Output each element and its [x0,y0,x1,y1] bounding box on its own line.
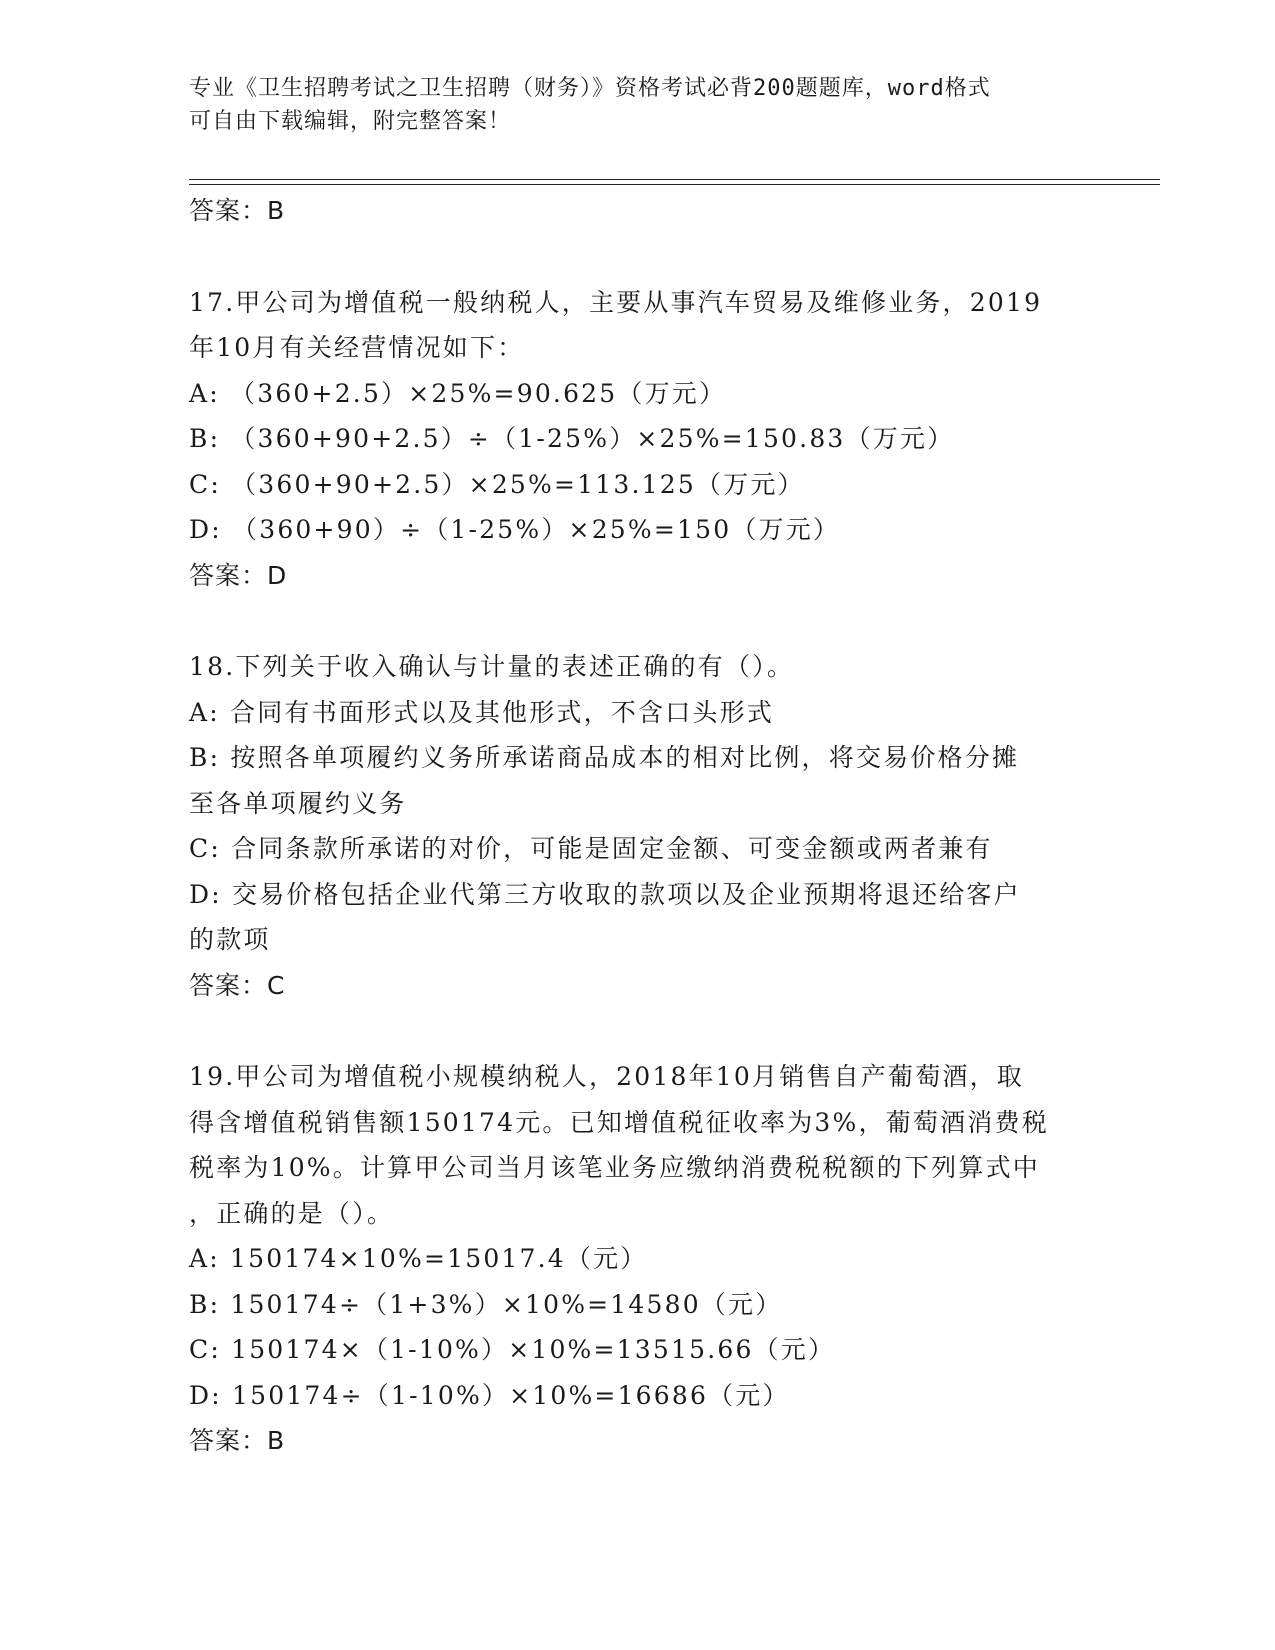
question-17 [189,280,1089,599]
header-line-2: 可自由下载编辑，附完整答案！ [189,109,512,134]
option-b: B: （360+90+2.5）÷（1-25%）×25%=150.83（万元） [189,424,955,453]
question-stem-line: 18.下列关于收入确认与计量的表述正确的有（）。 [189,652,795,681]
page-header [189,72,1089,138]
option-a: A: 合同有书面形式以及其他形式，不含口头形式 [189,697,775,727]
question-content [189,188,1089,1464]
header-rule-top [189,179,1160,180]
option-a: A: 150174×10%=15017.4（元） [189,1244,648,1273]
header-line-1: 专业《卫生招聘考试之卫生招聘（财务）》资格考试必背200题题库，word格式 [189,76,991,101]
option-c: C: 合同条款所承诺的对价，可能是固定金额、可变金额或两者兼有 [189,834,993,863]
question-stem-line: 19.甲公司为增值税小规模纳税人，2018年10月销售自产葡萄酒，取 [189,1062,1024,1091]
question-stem-line: 得含增值税销售额150174元。已知增值税征收率为3%，葡萄酒消费税 [189,1107,1049,1137]
option-b: B: 150174÷（1+3%）×10%=14580（元） [189,1289,783,1319]
spacer [189,598,1089,644]
question-stem-line: ，正确的是（）。 [189,1198,395,1228]
answer: 答案：C [189,970,286,1000]
spacer [189,1008,1089,1054]
question-19 [189,1054,1089,1464]
question-stem-line: 税率为10%。计算甲公司当月该笔业务应缴纳消费税税额的下列算式中 [189,1153,1040,1182]
header-rule-bottom [189,184,1160,185]
previous-answer: 答案：B [189,196,286,225]
answer: 答案：B [189,1426,286,1455]
question-stem-line: 17.甲公司为增值税一般纳税人，主要从事汽车贸易及维修业务，2019 [189,287,1043,317]
option-d: D: （360+90）÷（1-25%）×25%=150（万元） [189,515,841,544]
option-b: B: 按照各单项履约义务所承诺商品成本的相对比例，将交易价格分摊 [189,743,1020,772]
question-stem-line: 年10月有关经营情况如下： [189,333,525,362]
option-c: C: 150174×（1-10%）×10%=13515.66（元） [189,1335,836,1364]
option-d-continued: 的款项 [189,925,271,954]
option-c: C: （360+90+2.5）×25%=113.125（万元） [189,469,805,499]
question-18 [189,644,1089,1008]
answer: 答案：D [189,560,288,590]
option-d: D: 150174÷（1-10%）×10%=16686（元） [189,1380,790,1410]
option-a: A: （360+2.5）×25%=90.625（万元） [189,378,727,408]
option-b-continued: 至各单项履约义务 [189,788,407,818]
spacer [189,234,1089,280]
option-d: D: 交易价格包括企业代第三方收取的款项以及企业预期将退还给客户 [189,879,1021,909]
